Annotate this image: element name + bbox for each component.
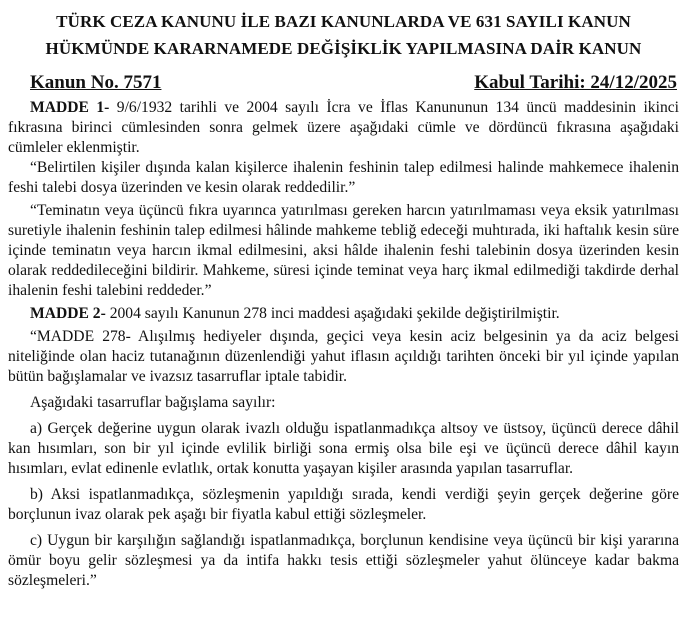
law-meta — [8, 72, 679, 94]
article-2-item-a: a) Gerçek değerine uygun olarak ivazlı olduğu ispatlanmadıkça altsoy ve üstsoy, üçüncü derece dâhil kan hısımları, son bir yıl içinde evlilik birliği sona ermiş olsa bile eşi ve üçüncü derece dâhil kayın hısımları, evlat edinenle evlatlık, ortak konutta yaşayan kişiler arasında yapılan tasarruflar. — [8, 420, 679, 477]
article-2-paragraph — [8, 304, 679, 324]
article-2-text: 2004 sayılı Kanunun 278 inci maddesi aşağıdaki şekilde değiştirilmiştir. — [105, 305, 560, 322]
title-line-1: TÜRK CEZA KANUNU İLE BAZI KANUNLARDA VE 631 SAYILI KANUN — [56, 12, 631, 31]
article-1-paragraph — [8, 98, 679, 158]
article-1-heading: MADDE 1- — [30, 99, 110, 116]
article-2-item-b: b) Aksi ispatlanmadıkça, sözleşmenin yapıldığı sırada, kendi verdiği şeyin gerçek değerine göre borçlunun ivaz olarak pek aşağı bir fiyatla kabul ettiği sözleşmeler. — [8, 486, 679, 523]
article-1-quote-2: “Teminatın veya üçüncü fıkra uyarınca yatırılması gereken harcın yatırılmaması veya eksik yatırılması suretiyle ihalenin feshinin talep edilmesi hâlinde mahkeme tebliğ edeceği muhtırada, iki haftalık kesin süre içinde teminatın veya harcın ikmal edilmesini, aksi hâlde ihalenin feshi talebinin dosya üzerinden kesin olarak reddedileceğini bildirir. Mahkeme, süresi içinde teminat veya harç ikmal edilmediği takdirde derhal ihalenin feshi talebini reddeder.” — [8, 202, 679, 299]
article-2-item-c: c) Uygun bir karşılığın sağlandığı ispatlanmadıkça, borçlunun kendisine veya üçüncü bir kişi yararına ömür boyu gelir sözleşmesi ya da intifa hakkı tesis ettiği sözleşmeler yahut ölünceye kadar bakma sözleşmeleri.” — [8, 532, 679, 589]
document-title — [8, 8, 679, 62]
article-2-heading: MADDE 2- — [30, 305, 106, 322]
law-number: Kanun No. 7571 — [30, 72, 162, 93]
title-line-2: HÜKMÜNDE KARARNAMEDE DEĞİŞİKLİK YAPILMASINA DAİR KANUN — [45, 39, 642, 58]
article-2-quote-intro: “MADDE 278- Alışılmış hediyeler dışında, geçici veya kesin aciz belgesinin ya da aciz belgesi niteliğinde olan haciz tutanağının düzenlendiği yahut iflasın açıldığı tarihten önceki bir yıl içinde yapılan bütün bağışlamalar ve ivazsız tasarruflar iptale tabidir. — [8, 328, 679, 385]
article-2-list-intro: Aşağıdaki tasarruflar bağışlama sayılır: — [30, 394, 276, 411]
article-1-quote-1: “Belirtilen kişiler dışında kalan kişilerce ihalenin feshinin talep edilmesi halinde mahkemece ihalenin feshi talebi dosya üzerinden ve kesin olarak reddedilir.” — [8, 159, 679, 196]
article-1-text: 9/6/1932 tarihli ve 2004 sayılı İcra ve İflas Kanununun 134 üncü maddesinin ikinci fıkrasına birinci cümlesinden sonra gelmek üzere aşağıdaki cümle ve dördüncü fıkrasına aşağıdaki cümleler eklenmiştir. — [8, 99, 679, 156]
acceptance-date: Kabul Tarihi: 24/12/2025 — [474, 72, 677, 93]
